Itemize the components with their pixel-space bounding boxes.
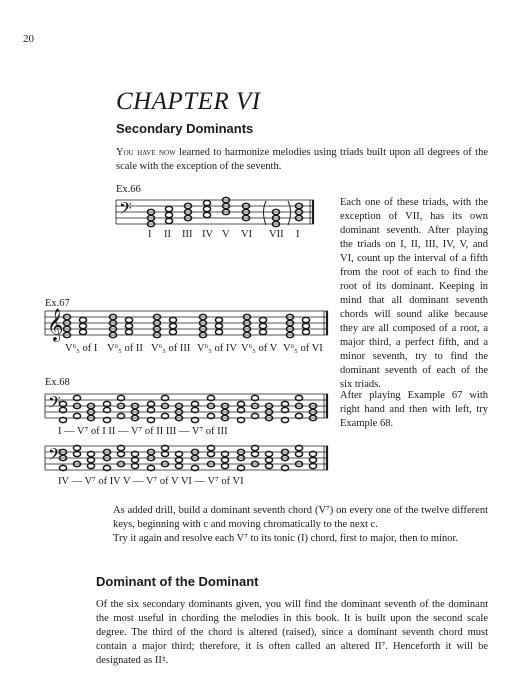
intro-rest: learned to harmonize melodies using triads built upon all degrees of the scale with the exception of the seventh. [116, 147, 489, 172]
ex68-row1-chords [59, 395, 316, 422]
drill-paragraph: As added drill, build a dominant seventh chord (V⁷) on every one of the twelve different keys, beginning with c and moving chromatically to the next c. [113, 505, 488, 530]
ex67-chord-11-note [302, 317, 309, 322]
ex67-staff [45, 307, 330, 343]
ex66-label: Ex.66 [116, 184, 141, 195]
ex67-chord-7-note [215, 329, 222, 334]
ex66-label-3: IV [202, 229, 214, 240]
ex67-chord-1-note [79, 323, 86, 328]
ex67-label-1: V⁶₅ of II [107, 343, 143, 354]
example-instructions: After playing Example 67 with right hand and then with left, try Example 68. [340, 390, 488, 429]
ex67-chord-9-note [259, 323, 266, 328]
ex68-row1-labels: I — V⁷ of I II — V⁷ of II III — V⁷ of III [58, 426, 228, 437]
ex67-chord-5-note [169, 329, 176, 334]
ex66-label-0: I [148, 229, 152, 240]
ex66-label-6: VII [269, 229, 284, 240]
ex67-label-5: V⁶₅ of VI [283, 343, 323, 354]
ex66-label-1: II [164, 229, 171, 240]
ex67-chord-7-note [215, 323, 222, 328]
drill-resolve-paragraph: Try it again and resolve each V⁷ to its tonic (I) chord, first to major, then to minor. [113, 533, 459, 544]
ex68-staff-row2 [45, 442, 330, 478]
ex68-label: Ex.68 [45, 377, 70, 388]
ex67-chord-3-note [125, 323, 132, 328]
svg-text:𝄢: 𝄢 [48, 392, 61, 416]
ex68-staff-row1 [45, 390, 330, 426]
ex67-chord-11-note [302, 329, 309, 334]
ex66-chord-3-note [203, 200, 210, 205]
ex67-chord-11-note [302, 323, 309, 328]
ex67-label-4: V⁶₅ of V [241, 343, 278, 354]
ex68-row2-labels: IV — V⁷ of IV V — V⁷ of V VI — V⁷ of VI [58, 476, 244, 487]
ex67-label-3: V⁶₅ of IV [197, 343, 237, 354]
ex67-chord-7-note [215, 317, 222, 322]
ex66-chord-1-note [165, 212, 172, 217]
intro-lead: You have now [116, 147, 176, 158]
ex67-chord-5-note [169, 323, 176, 328]
secondary-dominant-explanation: Each one of these triads, with the exception of VII, has its own dominant seventh. After playing the triads on I, II, III, IV, V, and VI, count up the interval of a fifth from the root of each to find the root of its dominant. Keeping in mind that all dominant seventh chords will sound alike because they are all composed of a root, a major third, a perfect fifth, and a minor seventh, try to find the dominant seventh of each of the six triads. [340, 197, 488, 390]
svg-text:𝄢: 𝄢 [48, 444, 61, 468]
ex66-label-5: VI [241, 229, 253, 240]
ex67-chords [63, 314, 309, 337]
section-heading-dominant-of-dominant: Dominant of the Dominant [96, 574, 259, 589]
section-heading-secondary-dominants: Secondary Dominants [116, 121, 254, 136]
ex66-label-2: III [182, 229, 193, 240]
chapter-title: CHAPTER VI [116, 88, 261, 115]
ex67-label-2: V⁶₅ of III [151, 343, 191, 354]
ex67-chord-3-note [125, 329, 132, 334]
ex66-label-7: I [296, 229, 300, 240]
ex66-label-4: V [222, 229, 230, 240]
ex67-chord-9-note [259, 317, 266, 322]
dominant-of-dominant-paragraph: Of the six secondary dominants given, you will find the dominant seventh of the dominant the most useful in chording the melodies in this book. It is built upon the second scale degree. The third of the chord is altered (raised), since a dominant seventh chord must contain a major third; therefore, it is often called an altered II⁷. Henceforth it will be designated as II♮. [96, 599, 488, 666]
ex66-chord-1-note [165, 218, 172, 223]
page-number: 20 [23, 33, 34, 45]
svg-text:𝄢: 𝄢 [119, 198, 132, 222]
svg-text:𝄞: 𝄞 [47, 308, 64, 341]
ex66-chord-1-note [165, 206, 172, 211]
ex67-chord-9-note [259, 329, 266, 334]
ex66-chord-3-note [203, 206, 210, 211]
ex66-staff [116, 198, 316, 230]
ex67-label: Ex.67 [45, 298, 70, 309]
ex67-chord-labels [45, 343, 330, 359]
intro-paragraph [116, 146, 488, 174]
ex67-chord-5-note [169, 317, 176, 322]
ex67-chord-1-note [79, 317, 86, 322]
ex66-chord-labels [116, 229, 316, 243]
ex67-chord-1-note [79, 329, 86, 334]
ex67-label-0: V⁶₅ of I [65, 343, 98, 354]
ex67-chord-3-note [125, 317, 132, 322]
ex66-chord-3-note [203, 212, 210, 217]
